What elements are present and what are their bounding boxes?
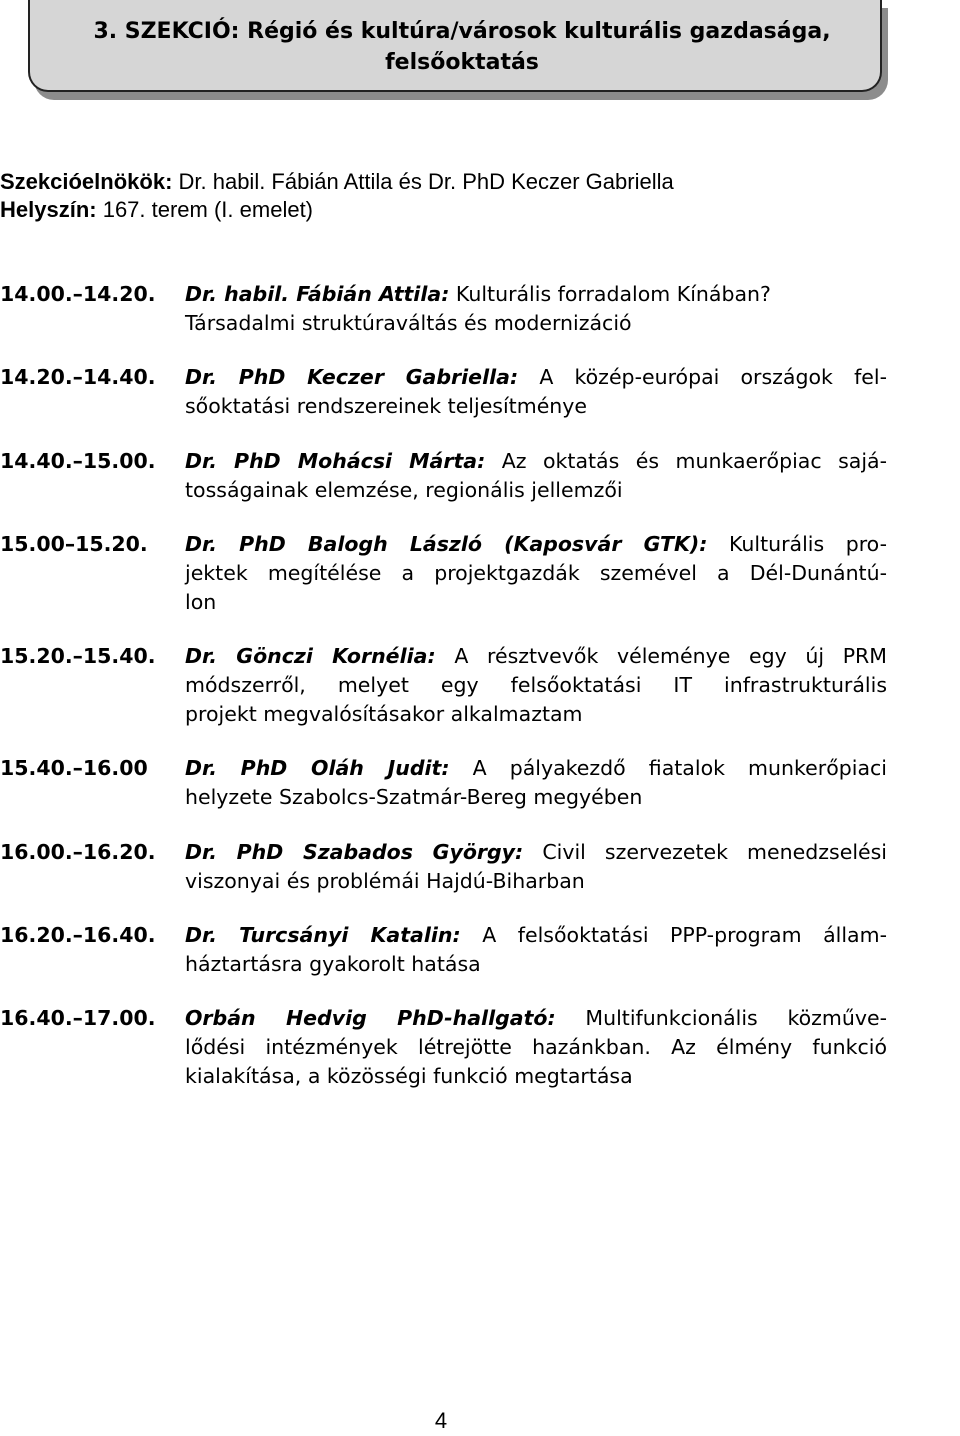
program-speaker: Dr. Turcsányi Katalin: xyxy=(185,923,461,947)
program-title-line: Kulturális pro- xyxy=(728,532,887,556)
program-text xyxy=(185,280,887,338)
program-title-line: jektek megítélése a projektgazdák szemével a Dél-Dunántú- xyxy=(185,561,887,585)
venue xyxy=(0,196,313,224)
program-speaker: Dr. Gönczi Kornélia: xyxy=(185,644,436,668)
program-title-line: lődési intézmények létrejötte hazánkban. Az élmény funkció xyxy=(185,1035,887,1059)
program-text xyxy=(185,642,887,729)
section-title-line-2: felsőoktatás xyxy=(385,50,539,75)
program-speaker: Dr. PhD Szabados György: xyxy=(185,840,524,864)
section-header-box xyxy=(28,0,882,92)
program-title-line: A felsőoktatási PPP-program állam- xyxy=(482,923,887,947)
program-title-line: módszerről, melyet egy felsőoktatási IT infrastrukturális xyxy=(185,673,887,697)
session-chairs-label: Szekcióelnökök: xyxy=(0,169,173,194)
venue-label: Helyszín: xyxy=(0,197,97,222)
program-speaker: Dr. PhD Oláh Judit: xyxy=(185,756,450,780)
program-title-line: lon xyxy=(185,590,217,614)
section-title-line-1: 3. SZEKCIÓ: Régió és kultúra/városok kulturális gazdasága, xyxy=(93,19,831,44)
program-text xyxy=(185,530,887,617)
program-title-line: Civil szervezetek menedzselési xyxy=(542,840,887,864)
venue-value: 167. terem (I. emelet) xyxy=(96,197,314,222)
program-time: 16.40.–17.00. xyxy=(0,1006,156,1030)
program-time: 14.20.–14.40. xyxy=(0,365,156,389)
program-title-line: háztartásra gyakorolt hatása xyxy=(185,952,481,976)
program-text xyxy=(185,363,887,421)
program-text xyxy=(185,754,887,812)
program-title-line: projekt megvalósításakor alkalmaztam xyxy=(185,702,583,726)
program-title-line: A közép-európai országok fel- xyxy=(539,365,887,389)
program-time: 16.00.–16.20. xyxy=(0,840,156,864)
program-speaker: Dr. PhD Keczer Gabriella: xyxy=(185,365,519,389)
program-title-line: viszonyai és problémái Hajdú-Biharban xyxy=(185,869,585,893)
program-title-line: Kulturális forradalom Kínában? xyxy=(455,282,771,306)
program-title-line: Az oktatás és munkaerőpiac sajá- xyxy=(501,449,887,473)
program-text xyxy=(185,921,887,979)
session-chairs xyxy=(0,168,674,196)
program-title-line: sőoktatási rendszereinek teljesítménye xyxy=(185,394,588,418)
program-title-line: kialakítása, a közösségi funkció megtartása xyxy=(185,1064,633,1088)
program-speaker: Dr. habil. Fábián Attila: xyxy=(185,282,450,306)
session-chairs-value: Dr. habil. Fábián Attila és Dr. PhD Keczer Gabriella xyxy=(172,169,674,194)
program-text xyxy=(185,1004,887,1091)
program-speaker: Dr. PhD Balogh László (Kaposvár GTK): xyxy=(185,532,708,556)
program-time: 16.20.–16.40. xyxy=(0,923,156,947)
program-speaker: Orbán Hedvig PhD-hallgató: xyxy=(185,1006,556,1030)
program-title-line: Multifunkcionális közműve- xyxy=(585,1006,887,1030)
program-title-line: tosságainak elemzése, regionális jellemzői xyxy=(185,478,623,502)
program-time: 15.20.–15.40. xyxy=(0,644,156,668)
program-title-line: A pályakezdő fiatalok munkerőpiaci xyxy=(472,756,887,780)
program-time: 15.40.–16.00 xyxy=(0,756,148,780)
program-speaker: Dr. PhD Mohácsi Márta: xyxy=(185,449,486,473)
program-time: 14.40.–15.00. xyxy=(0,449,156,473)
program-text xyxy=(185,447,887,505)
program-title-line: A résztvevők véleménye egy új PRM xyxy=(454,644,887,668)
page-number: 4 xyxy=(434,1408,448,1433)
program-title-line: Társadalmi struktúraváltás és modernizáció xyxy=(185,311,632,335)
program-text xyxy=(185,838,887,896)
program-time: 15.00–15.20. xyxy=(0,532,148,556)
program-title-line: helyzete Szabolcs-Szatmár-Bereg megyében xyxy=(185,785,643,809)
program-time: 14.00.–14.20. xyxy=(0,282,156,306)
section-title xyxy=(56,16,868,78)
